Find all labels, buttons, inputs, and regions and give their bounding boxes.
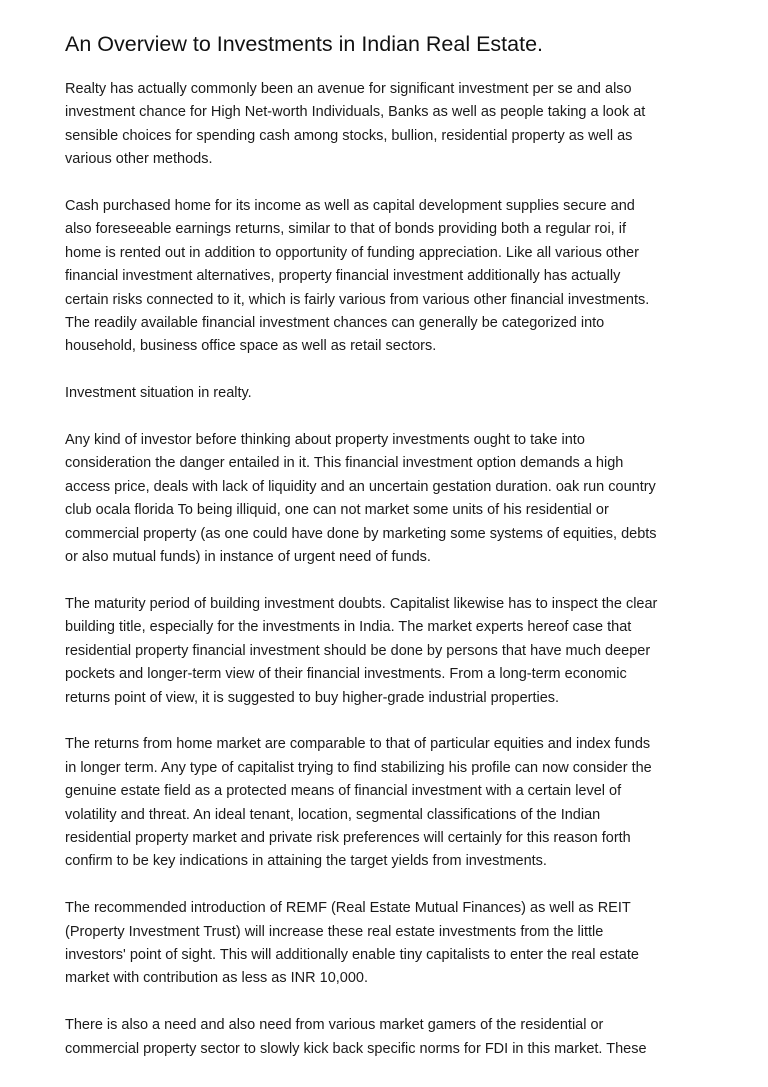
- text-line: pockets and longer-term view of their financial investments. From a long-term economic: [65, 666, 627, 683]
- text-line: The maturity period of building investment doubts. Capitalist likewise has to inspect the clear: [65, 595, 658, 612]
- text-line: volatility and threat. An ideal tenant, location, segmental classifications of the Indian: [65, 806, 601, 823]
- paragraph: [65, 897, 715, 991]
- document-body: [65, 78, 715, 1061]
- paragraph: [65, 195, 715, 359]
- text-line: Investment situation in realty.: [65, 385, 252, 402]
- text-line: The recommended introduction of REMF (Real Estate Mutual Finances) as well as REIT: [65, 900, 631, 917]
- paragraph: [65, 733, 715, 873]
- text-line: also foreseeable earnings returns, similar to that of bonds providing both a regular roi, if: [65, 221, 626, 238]
- text-line: household, business office space as well as retail sectors.: [65, 338, 437, 355]
- text-line: residential property financial investment should be done by persons that have much deeper: [65, 642, 651, 659]
- text-line: consideration the danger entailed in it. This financial investment option demands a high: [65, 455, 624, 472]
- text-line: investors' point of sight. This will additionally enable tiny capitalists to enter the real estate: [65, 946, 639, 963]
- text-line: commercial property (as one could have done by marketing some systems of equities, debts: [65, 525, 657, 542]
- paragraph: [65, 429, 715, 569]
- paragraph: [65, 78, 715, 172]
- text-line: The readily available financial investment chances can generally be categorized into: [65, 315, 605, 332]
- text-line: home is rented out in addition to opportunity of funding appreciation. Like all various other: [65, 244, 639, 261]
- text-line: Realty has actually commonly been an avenue for significant investment per se and also: [65, 81, 632, 97]
- text-line: returns point of view, it is suggested to buy higher-grade industrial properties.: [65, 689, 560, 706]
- paragraph: [65, 382, 715, 405]
- text-line: market with contribution as less as INR 10,000.: [65, 970, 369, 987]
- text-line: investment chance for High Net-worth Individuals, Banks as well as people taking a look at: [65, 104, 646, 121]
- document-title: An Overview to Investments in Indian Real Estate.: [65, 32, 544, 56]
- text-line: club ocala florida To being illiquid, one can not market some units of his residential or: [65, 502, 609, 519]
- text-line: confirm to be key indications in attaining the target yields from investments.: [65, 853, 547, 870]
- text-line: There is also a need and also need from various market gamers of the residential or: [65, 1017, 604, 1034]
- paragraph: [65, 1014, 715, 1061]
- text-line: access price, deals with lack of liquidity and an uncertain gestation duration. oak run country: [65, 478, 656, 495]
- text-line: building title, especially for the investments in India. The market experts hereof case that: [65, 619, 632, 636]
- text-line: certain risks connected to it, which is fairly various from various other financial investments.: [65, 291, 650, 308]
- text-line: financial investment alternatives, property financial investment additionally has actually: [65, 268, 621, 285]
- text-line: Cash purchased home for its income as well as capital development supplies secure and: [65, 198, 635, 215]
- text-line: residential property market and private risk preferences will certainly for this reason forth: [65, 829, 631, 846]
- text-line: sensible choices for spending cash among stocks, bullion, residential property as well as: [65, 127, 633, 144]
- text-line: various other methods.: [65, 151, 213, 168]
- document-page: [65, 30, 715, 1084]
- text-line: Any kind of investor before thinking about property investments ought to take into: [65, 432, 585, 449]
- text-line: The returns from home market are comparable to that of particular equities and index funds: [65, 736, 651, 753]
- text-line: or also mutual funds) in instance of urgent need of funds.: [65, 549, 431, 566]
- text-line: commercial property sector to slowly kick back specific norms for FDI in this market. These: [65, 1040, 647, 1057]
- text-line: genuine estate field as a protected means of financial investment with a certain level of: [65, 783, 622, 800]
- paragraph: [65, 593, 715, 710]
- text-line: (Property Investment Trust) will increase these real estate investments from the little: [65, 923, 604, 940]
- text-line: in longer term. Any type of capitalist trying to find stabilizing his profile can now consider the: [65, 759, 652, 776]
